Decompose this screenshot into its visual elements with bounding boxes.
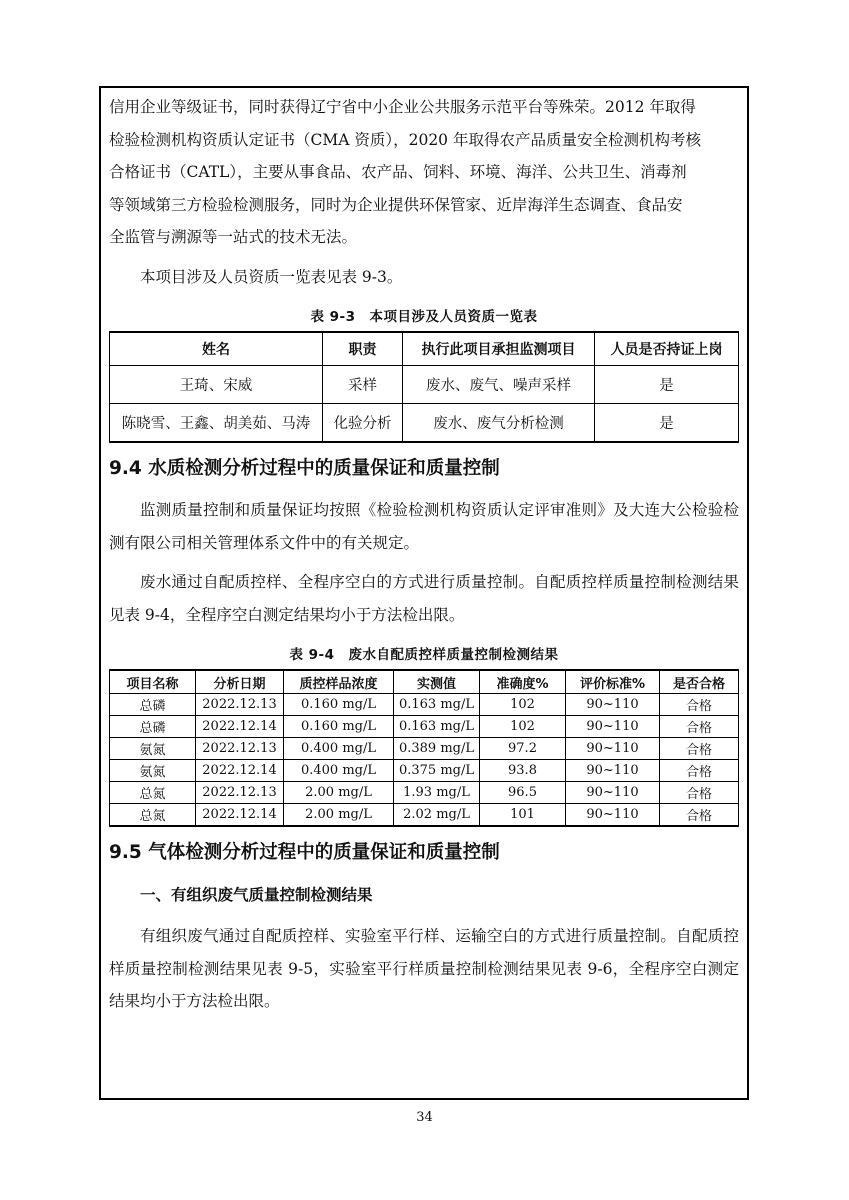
cell-criteria: 90~110 xyxy=(566,760,660,782)
cell-criteria: 90~110 xyxy=(566,782,660,804)
section-9-4-paragraph-2: 废水通过自配质控样、全程序空白的方式进行质量控制。自配质控样质量控制检测结果见表 9-4，全程序空白测定结果均小于方法检出限。 xyxy=(109,573,739,624)
section-9-4-heading: 9.4 水质检测分析过程中的质量保证和质量控制 xyxy=(109,458,500,479)
cell-items: 废水、废气、噪声采样 xyxy=(403,366,595,404)
table-row xyxy=(110,404,739,443)
cell-measured: 2.02 mg/L xyxy=(394,804,480,827)
cell-qualified: 合格 xyxy=(660,782,739,804)
header-qualified: 是否合格 xyxy=(660,670,739,694)
page-number: 34 xyxy=(416,1110,433,1125)
cell-date: 2022.12.14 xyxy=(196,760,284,782)
cell-name: 王琦、宋威 xyxy=(110,366,323,404)
intro-line-5: 全监管与溯源等一站式的技术无法。 xyxy=(109,228,358,246)
cell-item: 总氮 xyxy=(110,804,196,827)
cell-accuracy: 97.2 xyxy=(480,738,566,760)
header-qc-concentration: 质控样品浓度 xyxy=(284,670,394,694)
header-criteria: 评价标准% xyxy=(566,670,660,694)
cell-qc-concentration: 0.400 mg/L xyxy=(284,738,394,760)
cell-date: 2022.12.13 xyxy=(196,782,284,804)
cell-accuracy: 101 xyxy=(480,804,566,827)
page-frame xyxy=(99,86,749,1100)
cell-accuracy: 102 xyxy=(480,716,566,738)
cell-qualified: 合格 xyxy=(660,694,739,716)
cell-measured: 0.375 mg/L xyxy=(394,760,480,782)
cell-qc-concentration: 0.160 mg/L xyxy=(284,694,394,716)
header-accuracy: 准确度% xyxy=(480,670,566,694)
intro-line-4: 等领域第三方检验检测服务，同时为企业提供环保管家、近岸海洋生态调查、食品安 xyxy=(109,195,683,214)
table-9-4-caption xyxy=(109,643,739,663)
section-9-5-heading: 9.5 气体检测分析过程中的质量保证和质量控制 xyxy=(109,842,500,863)
table-9-4-title: 废水自配质控样质量控制检测结果 xyxy=(348,647,559,663)
cell-measured: 0.389 mg/L xyxy=(394,738,480,760)
intro-line-1: 信用企业等级证书，同时获得辽宁省中小企业公共服务示范平台等殊荣。2012 年取得 xyxy=(109,98,696,116)
cell-accuracy: 96.5 xyxy=(480,782,566,804)
cell-qualified: 合格 xyxy=(660,738,739,760)
cell-qualified: 合格 xyxy=(660,760,739,782)
header-date: 分析日期 xyxy=(196,670,284,694)
cell-measured: 0.163 mg/L xyxy=(394,694,480,716)
cell-item: 氨氮 xyxy=(110,760,196,782)
table-header-row xyxy=(110,670,739,694)
table-row xyxy=(110,760,739,782)
cell-qc-concentration: 2.00 mg/L xyxy=(284,804,394,827)
table-row xyxy=(110,804,739,827)
cell-date: 2022.12.14 xyxy=(196,804,284,827)
header-items: 执行此项目承担监测项目 xyxy=(403,332,595,366)
intro-line-3: 合格证书（CATL），主要从事食品、农产品、饲料、环境、海洋、公共卫生、消毒剂 xyxy=(109,163,687,181)
table-row xyxy=(110,366,739,404)
cell-measured: 0.163 mg/L xyxy=(394,716,480,738)
cell-duty: 采样 xyxy=(323,366,403,404)
header-measured: 实测值 xyxy=(394,670,480,694)
cell-criteria: 90~110 xyxy=(566,804,660,827)
cell-item: 总磷 xyxy=(110,716,196,738)
cell-qc-concentration: 2.00 mg/L xyxy=(284,782,394,804)
cell-item: 总磷 xyxy=(110,694,196,716)
table-row xyxy=(110,782,739,804)
cell-date: 2022.12.13 xyxy=(196,694,284,716)
cell-qualified: 合格 xyxy=(660,716,739,738)
cell-certified: 是 xyxy=(595,366,739,404)
header-item: 项目名称 xyxy=(110,670,196,694)
cell-certified: 是 xyxy=(595,404,739,443)
table-header-row xyxy=(110,332,739,366)
section-9-4-paragraph-1: 监测质量控制和质量保证均按照《检验检测机构资质认定评审准则》及大连大公检验检测有限公司相关管理体系文件中的有关规定。 xyxy=(109,501,739,552)
header-duty: 职责 xyxy=(323,332,403,366)
qc-results-table xyxy=(109,669,739,827)
table-9-3-number: 表 9-3 xyxy=(310,309,356,325)
cell-date: 2022.12.13 xyxy=(196,738,284,760)
personnel-intro: 本项目涉及人员资质一览表见表 9-3。 xyxy=(140,267,403,286)
cell-qc-concentration: 0.160 mg/L xyxy=(284,716,394,738)
header-name: 姓名 xyxy=(110,332,323,366)
section-9-5-paragraph: 有组织废气通过自配质控样、实验室平行样、运输空白的方式进行质量控制。自配质控样质量控制检测结果见表 9-5，实验室平行样质量控制检测结果见表 9-6，全程序空白测定结果均小于方法检出限。 xyxy=(109,927,739,1010)
table-9-3-title: 本项目涉及人员资质一览表 xyxy=(369,309,538,325)
cell-criteria: 90~110 xyxy=(566,716,660,738)
cell-criteria: 90~110 xyxy=(566,738,660,760)
section-9-5-subheading: 一、有组织废气质量控制检测结果 xyxy=(140,886,373,904)
cell-item: 总氮 xyxy=(110,782,196,804)
cell-duty: 化验分析 xyxy=(323,404,403,443)
table-row xyxy=(110,738,739,760)
cell-qualified: 合格 xyxy=(660,804,739,827)
cell-date: 2022.12.14 xyxy=(196,716,284,738)
cell-measured: 1.93 mg/L xyxy=(394,782,480,804)
table-9-3-caption xyxy=(109,305,739,325)
table-9-4-number: 表 9-4 xyxy=(289,647,335,663)
page-content xyxy=(109,91,739,1018)
cell-name: 陈晓雪、王鑫、胡美茹、马涛 xyxy=(110,404,323,443)
table-row xyxy=(110,716,739,738)
table-row xyxy=(110,694,739,716)
cell-accuracy: 93.8 xyxy=(480,760,566,782)
cell-item: 氨氮 xyxy=(110,738,196,760)
cell-criteria: 90~110 xyxy=(566,694,660,716)
cell-qc-concentration: 0.400 mg/L xyxy=(284,760,394,782)
cell-accuracy: 102 xyxy=(480,694,566,716)
personnel-table xyxy=(109,331,739,443)
header-certified: 人员是否持证上岗 xyxy=(595,332,739,366)
cell-items: 废水、废气分析检测 xyxy=(403,404,595,443)
intro-line-2: 检验检测机构资质认定证书（CMA 资质），2020 年取得农产品质量安全检测机构考核 xyxy=(109,130,701,149)
